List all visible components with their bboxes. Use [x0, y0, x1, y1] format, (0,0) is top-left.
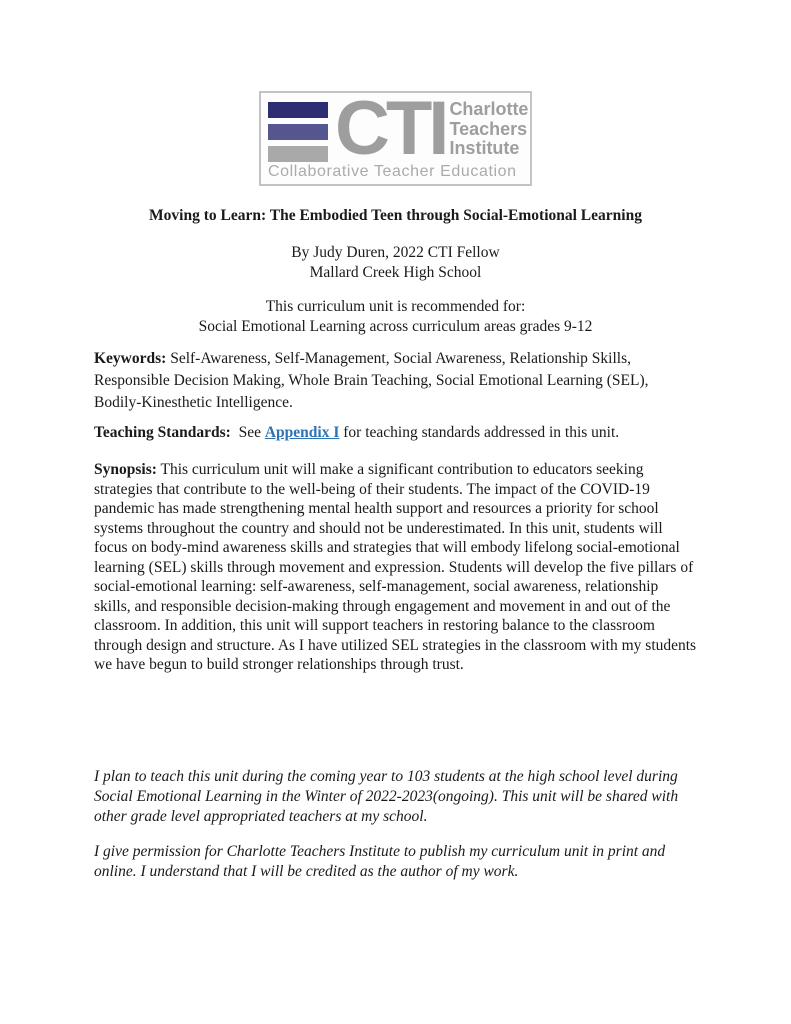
vertical-spacer	[94, 675, 697, 767]
synopsis-text: This curriculum unit will make a significant contribution to educators seeking strategies that contribute to the well-being of their students. The impact of the COVID-19 pandemic has made strengthening mental health support and resources a priority for school systems throughout the country and should not be underestimated. In this unit, students will focus on body-mind awareness skills and strategies that will embody lifelong social-emotional learning (SEL) skills through movement and expression. Students will develop the five pillars of social-emotional learning: self-awareness, self-management, social awareness, relationship skills, and responsible decision-making through engagement and movement in and out of the classroom. In addition, this unit will support teachers in restoring balance to the classroom through design and structure. As I have utilized SEL strategies in the classroom with my students we have begun to build stronger relationships through trust.	[94, 461, 700, 673]
byline-block	[94, 243, 697, 283]
teaching-standards-post: for teaching standards addressed in this unit.	[339, 424, 620, 441]
recommended-detail: Social Emotional Learning across curriculum areas grades 9-12	[198, 318, 593, 335]
logo-name-line-2: Teachers	[449, 118, 528, 139]
logo-container	[94, 0, 697, 186]
logo-institute-name	[449, 100, 528, 159]
teach-plan-statement: I plan to teach this unit during the coming year to 103 students at the high school level during Social Emotional Learning in the Winter of 2022-2023(ongoing). This unit will be shared with other grade level appropriated teachers at my school.	[94, 767, 679, 825]
logo-bars	[268, 102, 328, 162]
logo-bar-blue	[268, 124, 328, 140]
teaching-standards-label: Teaching Standards:	[94, 424, 231, 441]
page-title: Moving to Learn: The Embodied Teen through Social-Emotional Learning	[149, 207, 642, 224]
teaching-standards-pre: See	[230, 424, 265, 441]
recommended-intro: This curriculum unit is recommended for:	[265, 298, 526, 315]
teaching-standards-paragraph	[94, 423, 697, 443]
author-school: Mallard Creek High School	[309, 264, 482, 281]
cti-logo	[259, 91, 532, 186]
synopsis-label: Synopsis:	[94, 461, 157, 478]
author-byline: By Judy Duren, 2022 CTI Fellow	[291, 244, 500, 261]
appendix-link[interactable]: Appendix I	[264, 424, 340, 441]
logo-tagline: Collaborative Teacher Education	[268, 163, 517, 180]
logo-acronym: CTI	[335, 91, 446, 171]
logo-name-line-3: Institute	[449, 138, 520, 158]
keywords-label: Keywords:	[94, 350, 167, 367]
logo-bar-gray	[268, 146, 328, 162]
logo-bar-navy	[268, 102, 328, 118]
logo-top-row	[268, 91, 529, 171]
permission-statement: I give permission for Charlotte Teachers Institute to publish my curriculum unit in print and online. I understand that I will be credited as the author of my work.	[94, 842, 666, 880]
keywords-text: Self-Awareness, Self-Management, Social Awareness, Relationship Skills, Responsible Decision Making, Whole Brain Teaching, Social Emotional Learning (SEL), Bodily-Kinesthetic Intelligence.	[94, 350, 653, 411]
recommended-block	[94, 297, 697, 337]
synopsis-paragraph	[94, 460, 700, 675]
keywords-paragraph	[94, 348, 697, 414]
logo-name-line-1: Charlotte	[449, 99, 529, 119]
